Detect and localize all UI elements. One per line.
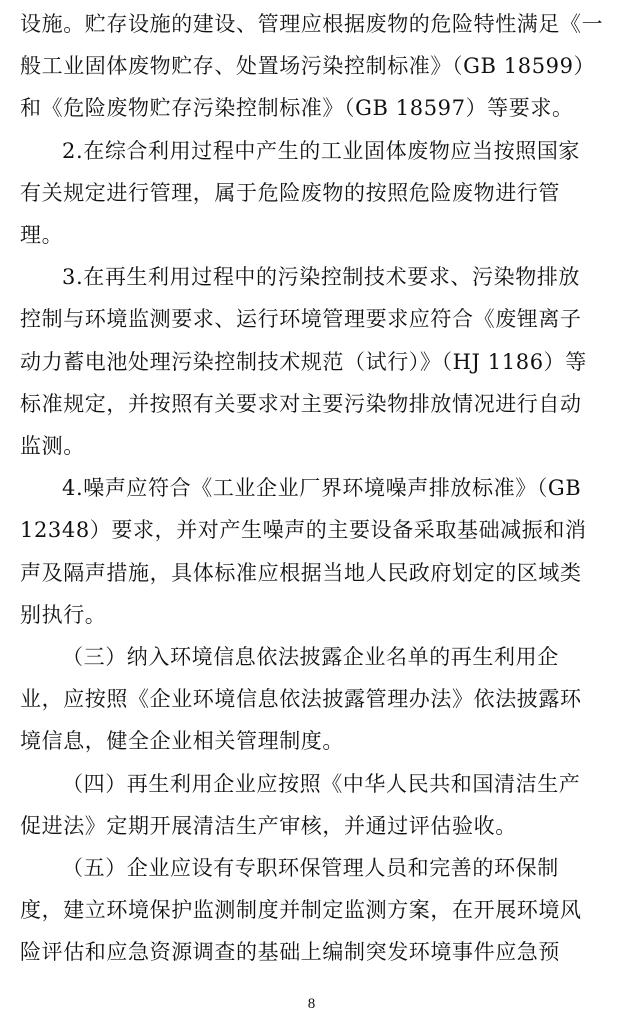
text-line: 度，建立环境保护监测制度并制定监测方案，在开展环境风 — [20, 898, 582, 922]
paragraph-start-line: （五）企业应设有专职环保管理人员和完善的环保制 — [62, 856, 559, 880]
text-line: 设施。贮存设施的建设、管理应根据废物的危险特性满足《一 — [20, 12, 603, 36]
text-line: 别执行。 — [20, 603, 107, 627]
text-line: 声及隔声措施，具体标准应根据当地人民政府划定的区域类 — [20, 561, 582, 585]
text-line: 有关规定进行管理，属于危险废物的按照危险废物进行管 — [20, 181, 560, 205]
text-line: 12348）要求，并对产生噪声的主要设备采取基础减振和消 — [20, 518, 587, 542]
text-line: 理。 — [20, 223, 64, 247]
text-line: 动力蓄电池处理污染控制技术规范（试行）》（HJ 1186）等 — [20, 350, 587, 374]
text-line: 险评估和应急资源调查的基础上编制突发环境事件应急预 — [20, 940, 560, 964]
paragraph-start-line: （三）纳入环境信息依法披露企业名单的再生利用企 — [62, 645, 559, 669]
text-line: 业，应按照《企业环境信息依法披露管理办法》依法披露环 — [20, 687, 582, 711]
text-line: 和《危险废物贮存污染控制标准》（GB 18597）等要求。 — [20, 96, 574, 120]
paragraph-start-line: （四）再生利用企业应按照《中华人民共和国清洁生产 — [62, 772, 581, 796]
paragraph-start-line: 3.在再生利用过程中的污染控制技术要求、污染物排放 — [62, 265, 581, 289]
text-line: 标准规定，并按照有关要求对主要污染物排放情况进行自动 — [20, 392, 582, 416]
paragraph-start-line: 2.在综合利用过程中产生的工业固体废物应当按照国家 — [62, 139, 581, 163]
paragraph-start-line: 4.噪声应符合《工业企业厂界环境噪声排放标准》（GB — [62, 476, 582, 500]
text-line: 控制与环境监测要求、运行环境管理要求应符合《废锂离子 — [20, 307, 582, 331]
text-line: 般工业固体废物贮存、处置场污染控制标准》（GB 18599） — [20, 54, 596, 78]
text-line: 境信息，健全企业相关管理制度。 — [20, 729, 344, 753]
text-line: 监测。 — [20, 434, 85, 458]
page-number: 8 — [307, 996, 316, 1012]
text-line: 促进法》定期开展清洁生产审核，并通过评估验收。 — [20, 814, 517, 838]
